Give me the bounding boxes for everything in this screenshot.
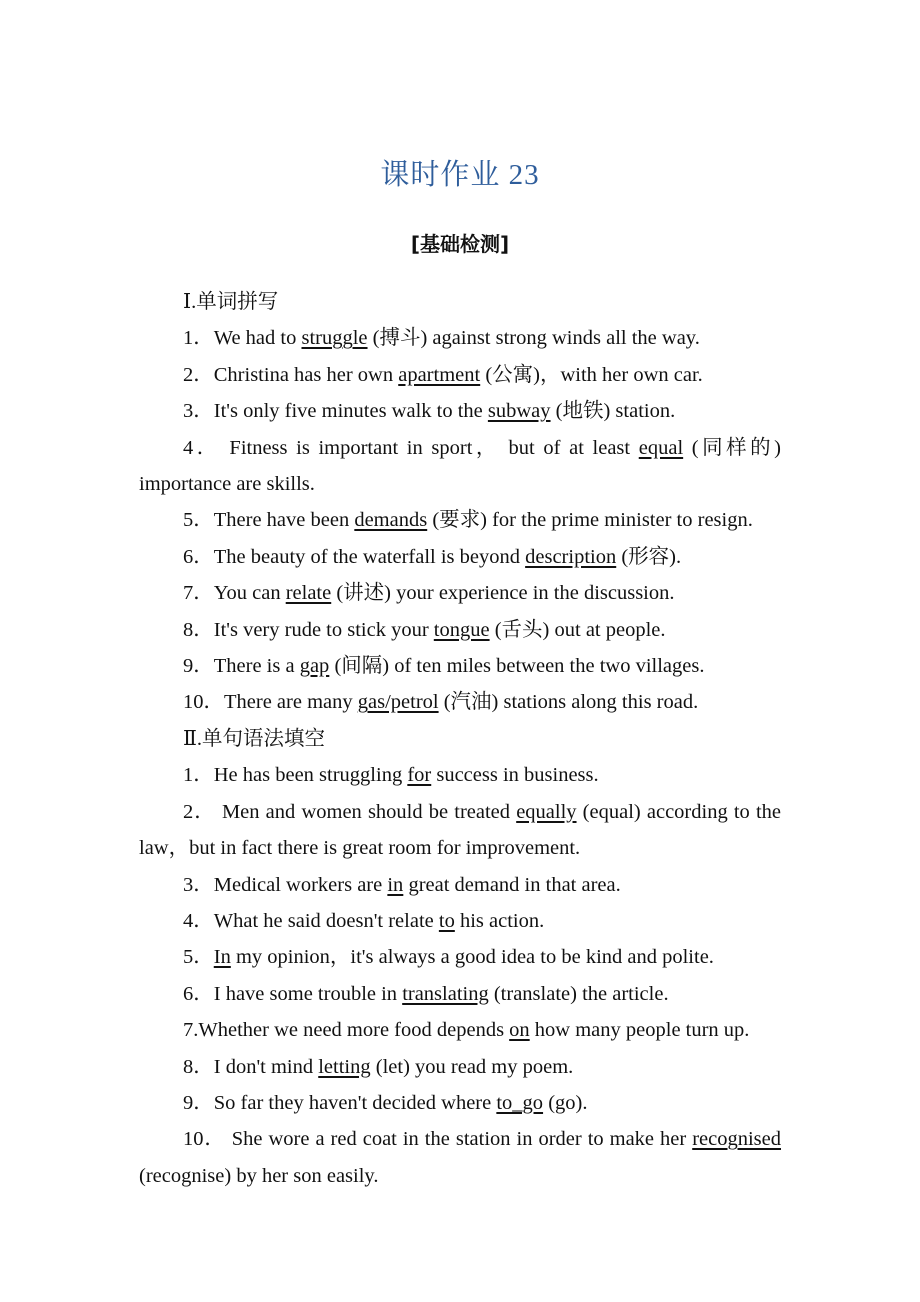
item-text: how many people turn up. — [529, 1019, 750, 1042]
exercise-item — [139, 1012, 781, 1048]
answer: equal — [638, 436, 684, 459]
exercise-item — [139, 612, 781, 648]
item-text: (汽油) stations along this road. — [438, 691, 699, 714]
answer: description — [525, 545, 617, 568]
item-text: (公寓)，with her own car. — [480, 363, 703, 386]
answer: letting — [318, 1055, 371, 1078]
answer: recognised — [692, 1128, 781, 1151]
answer: translating — [402, 982, 489, 1005]
item-text: my opinion，it's always a good idea to be kind and polite. — [230, 946, 714, 969]
answer: for — [407, 764, 432, 787]
section-subtitle: [基础检测] — [410, 232, 510, 256]
document-body — [139, 284, 781, 1194]
item-text: 6．The beauty of the waterfall is beyond — [183, 545, 526, 568]
item-text: 10．There are many — [183, 691, 358, 714]
answer: to_go — [496, 1091, 544, 1114]
item-text: 5． — [183, 946, 214, 969]
item-text: 7.Whether we need more food depends — [183, 1019, 510, 1042]
item-text: (间隔) of ten miles between the two villages. — [329, 655, 705, 678]
exercise-item — [139, 357, 781, 393]
word-spelling-list — [139, 320, 781, 720]
answer: tongue — [433, 618, 490, 641]
item-text: success in business. — [431, 764, 599, 787]
item-text: (recognise) by her son easily. — [139, 1164, 379, 1187]
item-text: 8．I don't mind — [183, 1055, 319, 1078]
page-title: 课时作业 23 — [380, 159, 540, 191]
exercise-item — [139, 794, 781, 867]
exercise-item — [139, 757, 781, 793]
item-text: (translate) the article. — [488, 982, 669, 1005]
item-text: 3．Medical workers are — [183, 873, 388, 896]
item-text: (地铁) station. — [550, 400, 676, 423]
answer: struggle — [301, 327, 368, 350]
exercise-item — [139, 539, 781, 575]
section-heading-grammar-fill: Ⅱ.单句语法填空 — [183, 727, 326, 750]
exercise-item — [139, 1121, 781, 1194]
item-text: 2．Christina has her own — [183, 363, 399, 386]
answer: gas/petrol — [357, 691, 439, 714]
item-text: 5．There have been — [183, 509, 355, 532]
item-text: (搏斗) against strong winds all the way. — [367, 327, 700, 350]
section-heading-word-spelling: Ⅰ.单词拼写 — [183, 291, 279, 313]
item-text: (舌头) out at people. — [489, 618, 666, 641]
item-text: (要求) for the prime minister to resign. — [427, 509, 753, 532]
exercise-item — [139, 648, 781, 684]
answer: equally — [516, 800, 577, 823]
exercise-item — [139, 320, 781, 356]
exercise-item — [139, 684, 781, 720]
item-text: 9．So far they haven't decided where — [183, 1091, 497, 1114]
item-text: 4． Fitness is important in sport， but of at least — [183, 436, 639, 459]
exercise-item — [139, 976, 781, 1012]
exercise-item — [139, 430, 781, 503]
answer: demands — [354, 509, 428, 532]
answer: in — [387, 873, 404, 896]
item-text: great demand in that area. — [403, 873, 621, 896]
item-text: 10． She wore a red coat in the station in order to make her — [183, 1128, 693, 1151]
exercise-item — [139, 903, 781, 939]
item-text: (讲述) your experience in the discussion. — [331, 582, 675, 605]
item-text: 2． Men and women should be treated — [183, 800, 517, 823]
grammar-fill-list — [139, 757, 781, 1194]
item-text: 3．It's only five minutes walk to the — [183, 400, 488, 423]
item-text: 8．It's very rude to stick your — [183, 618, 434, 641]
exercise-item — [139, 502, 781, 538]
item-text: (形容). — [616, 545, 682, 568]
answer: on — [509, 1019, 530, 1042]
item-text: 1．He has been struggling — [183, 764, 408, 787]
answer: subway — [487, 400, 551, 423]
exercise-item — [139, 393, 781, 429]
item-text: 4．What he said doesn't relate — [183, 909, 439, 932]
answer: gap — [299, 655, 330, 678]
item-text: his action. — [454, 909, 545, 932]
answer: relate — [285, 582, 332, 605]
exercise-item — [139, 867, 781, 903]
item-text: 7．You can — [183, 582, 286, 605]
item-text: 1．We had to — [183, 327, 302, 350]
answer: apartment — [398, 363, 481, 386]
item-text: 9．There is a — [183, 655, 300, 678]
exercise-item — [139, 939, 781, 975]
item-text: (equal) according to the law，but in fact there is great room for improvement. — [139, 800, 781, 860]
exercise-item — [139, 1085, 781, 1121]
item-text: (let) you read my poem. — [370, 1055, 574, 1078]
answer: In — [213, 946, 231, 969]
item-text: (go). — [543, 1091, 588, 1114]
item-text: 6．I have some trouble in — [183, 982, 403, 1005]
answer: to — [438, 909, 455, 932]
exercise-item — [139, 575, 781, 611]
item-text: (同样的) importance are skills. — [139, 436, 782, 496]
exercise-item — [139, 1049, 781, 1085]
